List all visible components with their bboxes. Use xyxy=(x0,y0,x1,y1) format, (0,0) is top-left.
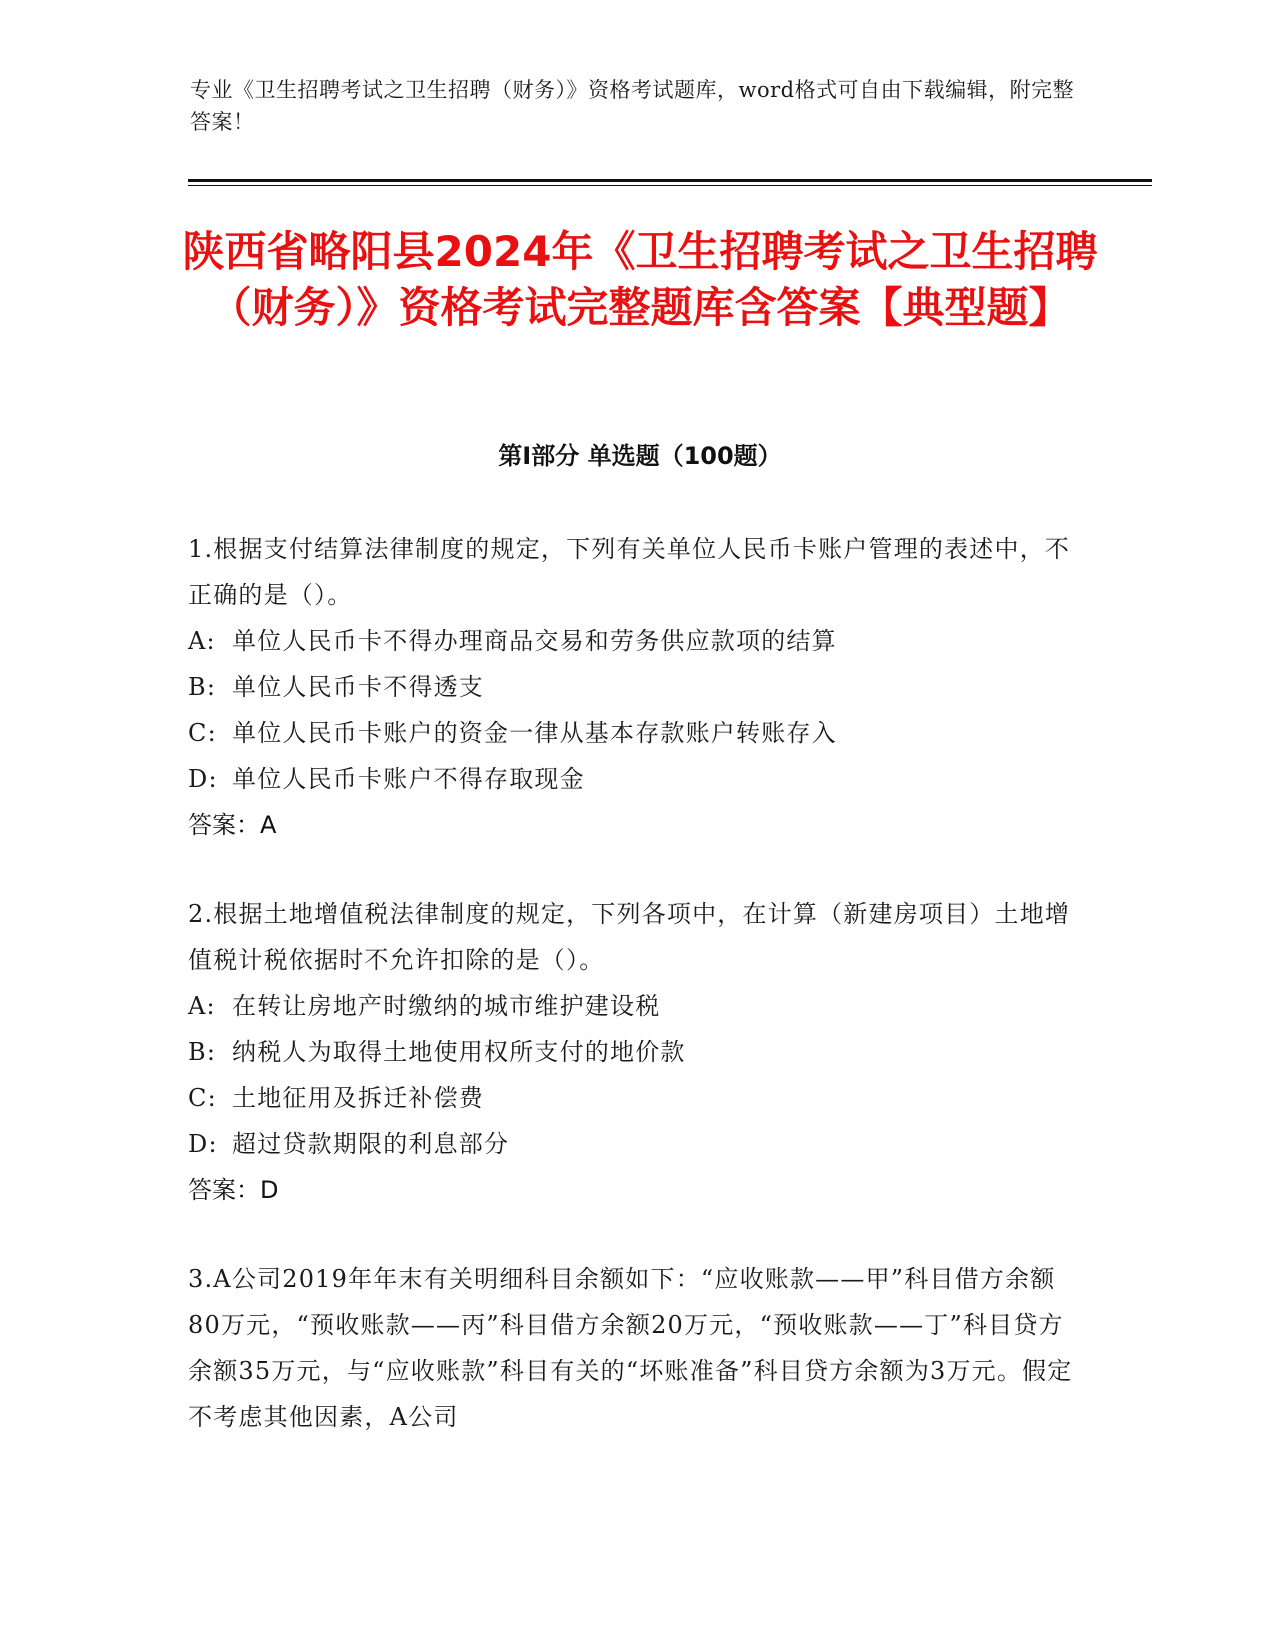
question-stem: 2.根据土地增值税法律制度的规定，下列各项中，在计算（新建房项目）土地增值税计税依据时不允许扣除的是（）。 xyxy=(188,900,1071,974)
header-divider-thin xyxy=(188,185,1152,186)
option-text: 单位人民币卡不得透支 xyxy=(232,673,484,701)
header-divider-thick xyxy=(188,179,1152,182)
option-key: B: xyxy=(188,673,217,701)
option-key: A: xyxy=(188,627,216,655)
option-d xyxy=(188,1121,1080,1167)
option-text: 超过贷款期限的利息部分 xyxy=(232,1130,510,1158)
answer: 答案：D xyxy=(188,1176,279,1204)
option-text: 纳税人为取得土地使用权所支付的地价款 xyxy=(232,1038,686,1066)
option-key: C: xyxy=(188,1084,217,1112)
option-key: D: xyxy=(188,1130,218,1158)
header-note: 专业《卫生招聘考试之卫生招聘（财务）》资格考试题库，word格式可自由下载编辑，附完整答案！ xyxy=(190,78,1075,134)
question-3 xyxy=(188,1256,1080,1440)
option-text: 单位人民币卡账户不得存取现金 xyxy=(232,765,585,793)
answer: 答案：A xyxy=(188,811,277,839)
option-key: A: xyxy=(188,992,216,1020)
option-key: C: xyxy=(188,719,217,747)
option-b xyxy=(188,664,1080,710)
document-title: 陕西省略阳县2024年《卫生招聘考试之卫生招聘（财务）》资格考试完整题库含答案【典型题】 xyxy=(182,227,1098,332)
question-1 xyxy=(188,526,1080,848)
option-key: D: xyxy=(188,765,218,793)
option-text: 在转让房地产时缴纳的城市维护建设税 xyxy=(232,992,661,1020)
section-title: 第I部分 单选题（100题） xyxy=(498,442,782,470)
option-d xyxy=(188,756,1080,802)
question-list xyxy=(188,526,1080,1483)
question-2 xyxy=(188,891,1080,1213)
option-text: 土地征用及拆迁补偿费 xyxy=(232,1084,484,1112)
question-stem: 1.根据支付结算法律制度的规定，下列有关单位人民币卡账户管理的表述中，不正确的是（）。 xyxy=(188,535,1071,609)
option-a xyxy=(188,618,1080,664)
question-stem: 3.A公司2019年年末有关明细科目余额如下：“应收账款——甲”科目借方余额80万元，“预收账款——丙”科目借方余额20万元，“预收账款——丁”科目贷方余额35万元，与“应收账款”科目有关的“坏账准备”科目贷方余额为3万元。假定不考虑其他因素，A公司 xyxy=(188,1265,1073,1431)
option-b xyxy=(188,1029,1080,1075)
option-text: 单位人民币卡账户的资金一律从基本存款账户转账存入 xyxy=(232,719,837,747)
option-key: B: xyxy=(188,1038,217,1066)
option-a xyxy=(188,983,1080,1029)
option-text: 单位人民币卡不得办理商品交易和劳务供应款项的结算 xyxy=(232,627,837,655)
option-c xyxy=(188,710,1080,756)
option-c xyxy=(188,1075,1080,1121)
